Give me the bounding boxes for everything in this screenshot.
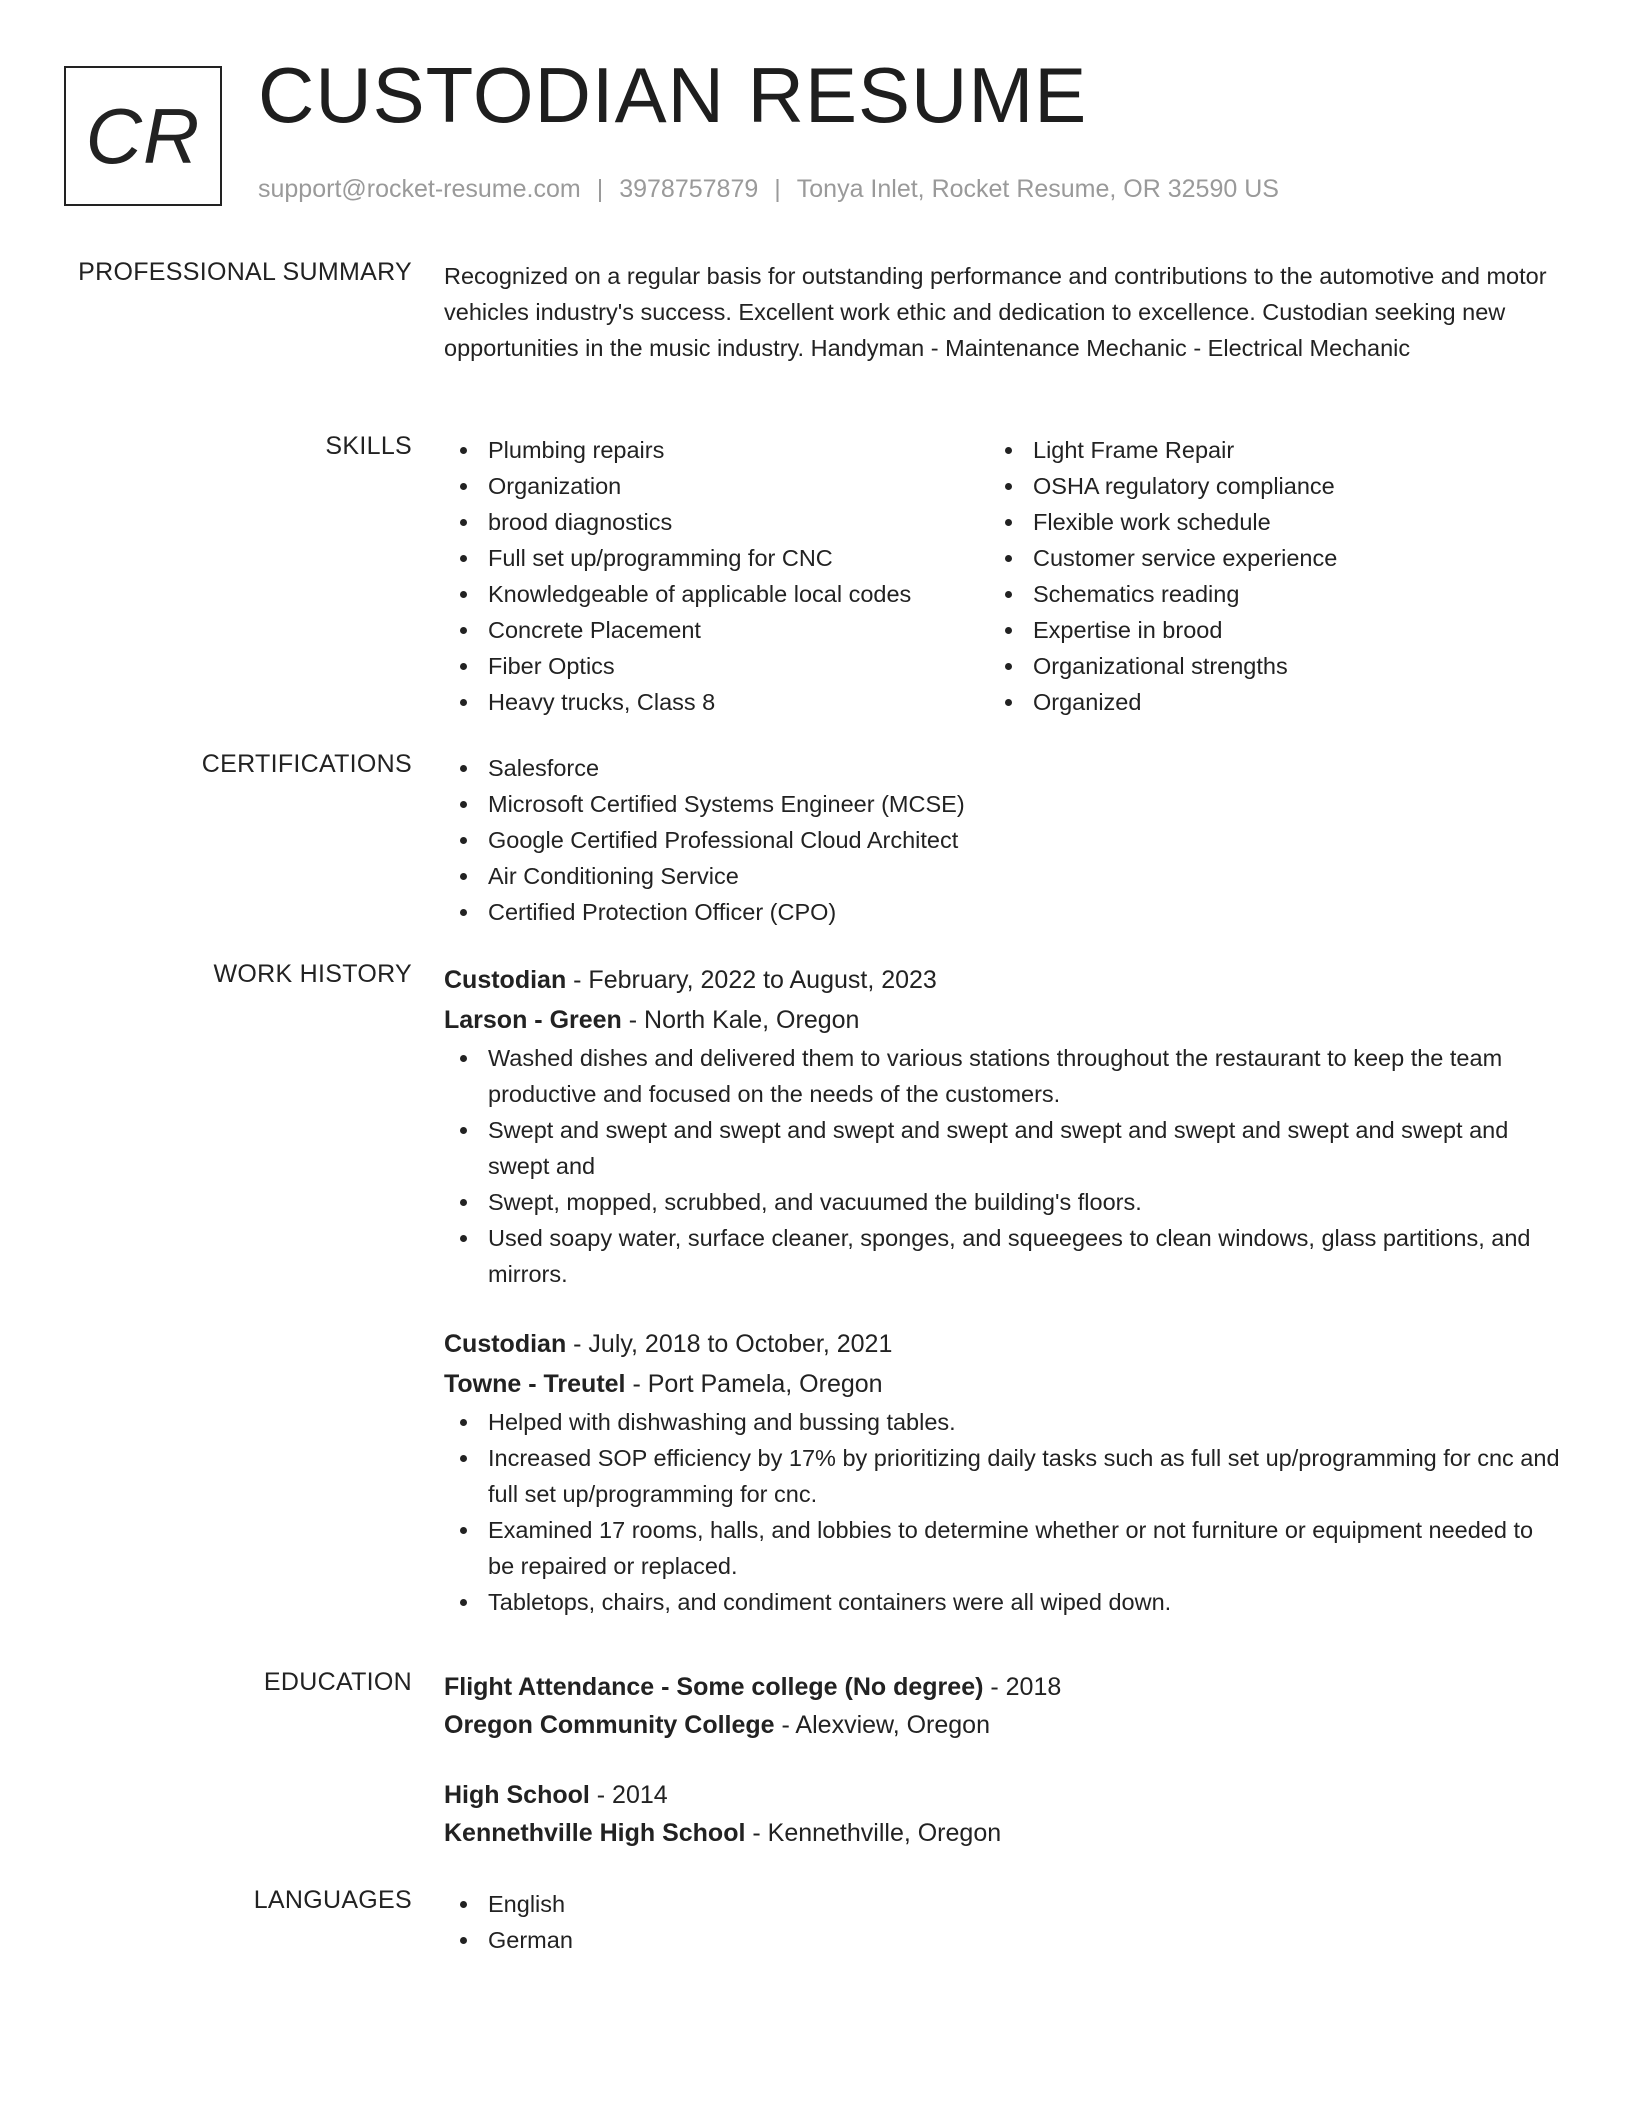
skill-item: Fiber Optics <box>444 648 989 684</box>
skill-item: Flexible work schedule <box>989 504 1534 540</box>
job-duties-list <box>444 1040 1560 1292</box>
skills-label: SKILLS <box>325 432 412 460</box>
education-school-line <box>444 1706 1560 1744</box>
skill-item: OSHA regulatory compliance <box>989 468 1534 504</box>
language-item: English <box>444 1886 1560 1922</box>
certification-item: Air Conditioning Service <box>444 858 1560 894</box>
work-history-label: WORK HISTORY <box>213 960 412 988</box>
contact-separator: | <box>596 175 604 203</box>
education-school: Oregon Community College <box>444 1711 775 1739</box>
job-company: Towne - Treutel <box>444 1370 626 1398</box>
job-location: - North Kale, Oregon <box>621 1006 860 1034</box>
skill-item: brood diagnostics <box>444 504 989 540</box>
education-location: - Kennethville, Oregon <box>745 1819 1002 1847</box>
skill-item: Light Frame Repair <box>989 432 1534 468</box>
certification-item: Google Certified Professional Cloud Architect <box>444 822 1560 858</box>
summary-label: PROFESSIONAL SUMMARY <box>78 258 412 286</box>
certifications-list <box>444 750 1560 930</box>
monogram-initials: CR <box>85 91 201 180</box>
languages-label: LANGUAGES <box>253 1886 412 1914</box>
contact-line <box>258 175 1279 204</box>
contact-email: support@rocket-resume.com <box>258 175 581 203</box>
education-school-line <box>444 1814 1560 1852</box>
job-dates: - July, 2018 to October, 2021 <box>566 1330 893 1358</box>
education-degree: Flight Attendance - Some college (No degree) <box>444 1673 984 1701</box>
education-degree-line <box>444 1668 1560 1706</box>
certification-item: Salesforce <box>444 750 1560 786</box>
education-degree: High School <box>444 1781 590 1809</box>
skill-item: Concrete Placement <box>444 612 989 648</box>
education-school: Kennethville High School <box>444 1819 746 1847</box>
work-history-body <box>444 960 1560 1620</box>
skill-item: Customer service experience <box>989 540 1534 576</box>
skills-list-right <box>989 432 1534 720</box>
job-duty: Swept and swept and swept and swept and swept and swept and swept and swept and swept and swept and <box>444 1112 1560 1184</box>
education-degree-line <box>444 1776 1560 1814</box>
job-dates: - February, 2022 to August, 2023 <box>566 966 937 994</box>
certifications-label: CERTIFICATIONS <box>201 750 412 778</box>
education-location: - Alexview, Oregon <box>774 1711 990 1739</box>
skill-item: Plumbing repairs <box>444 432 989 468</box>
education-entry <box>444 1776 1560 1852</box>
skill-item: Schematics reading <box>989 576 1534 612</box>
education-body <box>444 1668 1560 1852</box>
job-entry <box>444 960 1560 1292</box>
resume-title: CUSTODIAN RESUME <box>258 51 1088 139</box>
contact-phone: 3978757879 <box>619 175 759 203</box>
job-duty: Washed dishes and delivered them to various stations throughout the restaurant to keep the team productive and focused on the needs of the customers. <box>444 1040 1560 1112</box>
job-duty: Helped with dishwashing and bussing tables. <box>444 1404 1560 1440</box>
contact-address: Tonya Inlet, Rocket Resume, OR 32590 US <box>796 175 1279 203</box>
skill-item: Full set up/programming for CNC <box>444 540 989 576</box>
job-title: Custodian <box>444 966 567 994</box>
certification-item: Certified Protection Officer (CPO) <box>444 894 1560 930</box>
job-title-line <box>444 1324 1560 1364</box>
skill-item: Expertise in brood <box>989 612 1534 648</box>
job-entry <box>444 1324 1560 1620</box>
education-entry <box>444 1668 1560 1744</box>
monogram-box <box>64 66 222 206</box>
job-duty: Examined 17 rooms, halls, and lobbies to determine whether or not furniture or equipment needed to be repaired or replaced. <box>444 1512 1560 1584</box>
certification-item: Microsoft Certified Systems Engineer (MCSE) <box>444 786 1560 822</box>
summary-body <box>444 258 1560 366</box>
skills-list-left <box>444 432 989 720</box>
education-year: - 2014 <box>589 1781 668 1809</box>
job-duty: Increased SOP efficiency by 17% by prioritizing daily tasks such as full set up/programming for cnc and full set up/programming for cnc. <box>444 1440 1560 1512</box>
job-duties-list <box>444 1404 1560 1620</box>
skill-item: Knowledgeable of applicable local codes <box>444 576 989 612</box>
job-location: - Port Pamela, Oregon <box>625 1370 883 1398</box>
job-company-line <box>444 1000 1560 1040</box>
languages-list <box>444 1886 1560 1958</box>
languages-body <box>444 1886 1560 1958</box>
job-duty: Swept, mopped, scrubbed, and vacuumed the building's floors. <box>444 1184 1560 1220</box>
education-year: - 2018 <box>983 1673 1062 1701</box>
skill-item: Heavy trucks, Class 8 <box>444 684 989 720</box>
summary-text: Recognized on a regular basis for outstanding performance and contributions to the automotive and motor vehicles industry's success. Excellent work ethic and dedication to excellence. Custodian seeking new opportunities in the music industry. Handyman - Maintenance Mechanic - Electrical Mechanic <box>444 263 1547 361</box>
job-title: Custodian <box>444 1330 567 1358</box>
skills-body <box>444 432 1560 720</box>
job-duty: Tabletops, chairs, and condiment containers were all wiped down. <box>444 1584 1560 1620</box>
job-company: Larson - Green <box>444 1006 622 1034</box>
skill-item: Organized <box>989 684 1534 720</box>
skill-item: Organizational strengths <box>989 648 1534 684</box>
language-item: German <box>444 1922 1560 1958</box>
certifications-body <box>444 750 1560 930</box>
skill-item: Organization <box>444 468 989 504</box>
job-company-line <box>444 1364 1560 1404</box>
education-label: EDUCATION <box>263 1668 412 1696</box>
job-duty: Used soapy water, surface cleaner, sponges, and squeegees to clean windows, glass partitions, and mirrors. <box>444 1220 1560 1292</box>
contact-separator: | <box>774 175 781 203</box>
job-title-line <box>444 960 1560 1000</box>
